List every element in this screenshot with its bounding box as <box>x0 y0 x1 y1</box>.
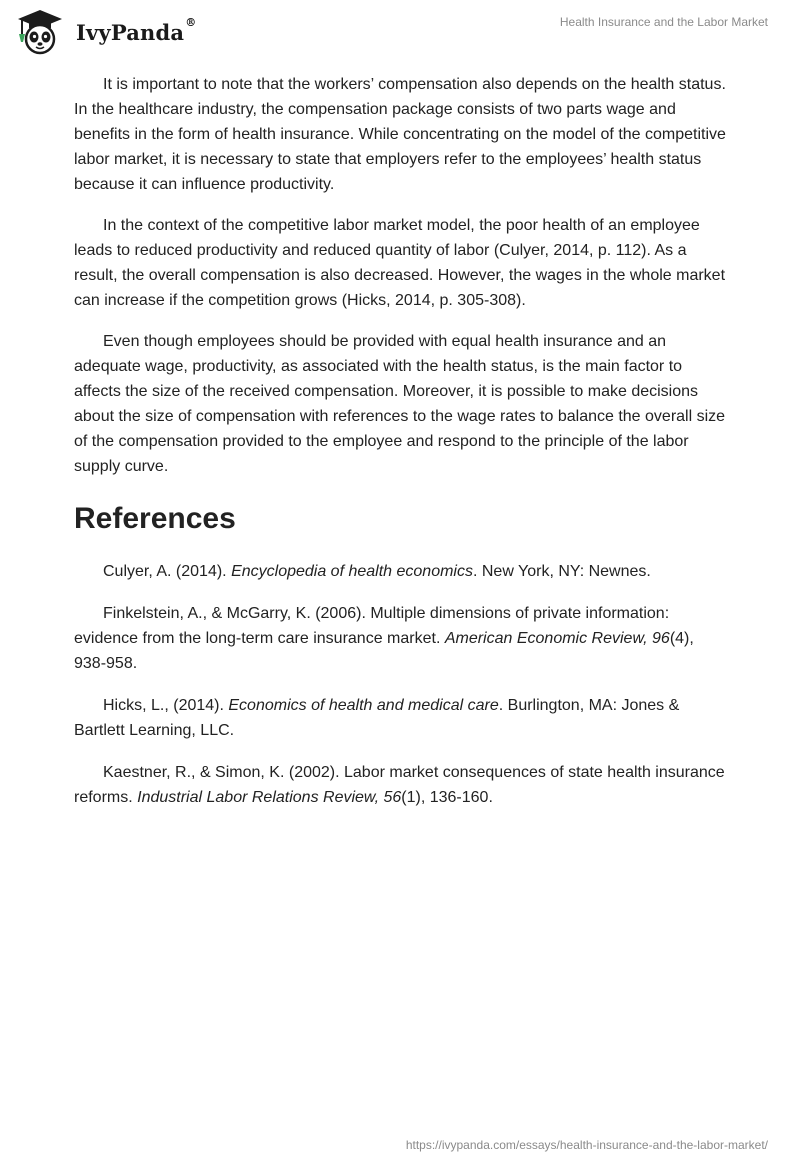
registered-mark: ® <box>185 15 197 29</box>
source-url-link[interactable]: https://ivypanda.com/essays/health-insurance-and-the-labor-market/ <box>405 1138 768 1152</box>
reference-item: Kaestner, R., & Simon, K. (2002). Labor market consequences of state health insurance reforms. Industrial Labor Relations Review, 56(1), 136-160. <box>74 764 725 806</box>
reference-item: Hicks, L., (2014). Economics of health and medical care. Burlington, MA: Jones & Bartlett Learning, LLC. <box>74 697 680 739</box>
brand-logo[interactable] <box>14 8 196 56</box>
body-paragraph: It is important to note that the workers’ compensation also depends on the health status. In the healthcare industry, the compensation package consists of two parts wage and benefits in the form of health insurance. While concentrating on the model of the competitive labor market, it is necessary to state that employers refer to the employees’ health status because it can influence productivity. <box>74 76 726 193</box>
document-title: Health Insurance and the Labor Market <box>559 15 768 29</box>
brand-name: IvyPanda® <box>76 15 197 45</box>
reference-item: Culyer, A. (2014). Encyclopedia of health economics. New York, NY: Newnes. <box>103 563 651 580</box>
page-header <box>0 0 800 64</box>
body-paragraph: In the context of the competitive labor market model, the poor health of an employee leads to reduced productivity and reduced quantity of labor (Culyer, 2014, p. 112). As a result, the overall compensation is also decreased. However, the wages in the whole market can increase if the competition grows (Hicks, 2014, p. 305-308). <box>74 217 726 309</box>
reference-item: Finkelstein, A., & McGarry, K. (2006). Multiple dimensions of private information: evidence from the long-term care insurance market. American Economic Review, 96(4), 938-958. <box>74 605 694 672</box>
references-heading: References <box>74 502 236 535</box>
essay-content <box>74 72 730 827</box>
body-paragraph: Even though employees should be provided with equal health insurance and an adequate wage, productivity, as associated with the health status, is the main factor to affects the size of the received compensation. Moreover, it is possible to make decisions about the size of compensation with references to the wage rates to balance the overall size of the compensation provided to the employee and respond to the principle of the labor supply curve. <box>74 333 726 475</box>
panda-graduation-cap-logo-icon <box>14 8 66 56</box>
